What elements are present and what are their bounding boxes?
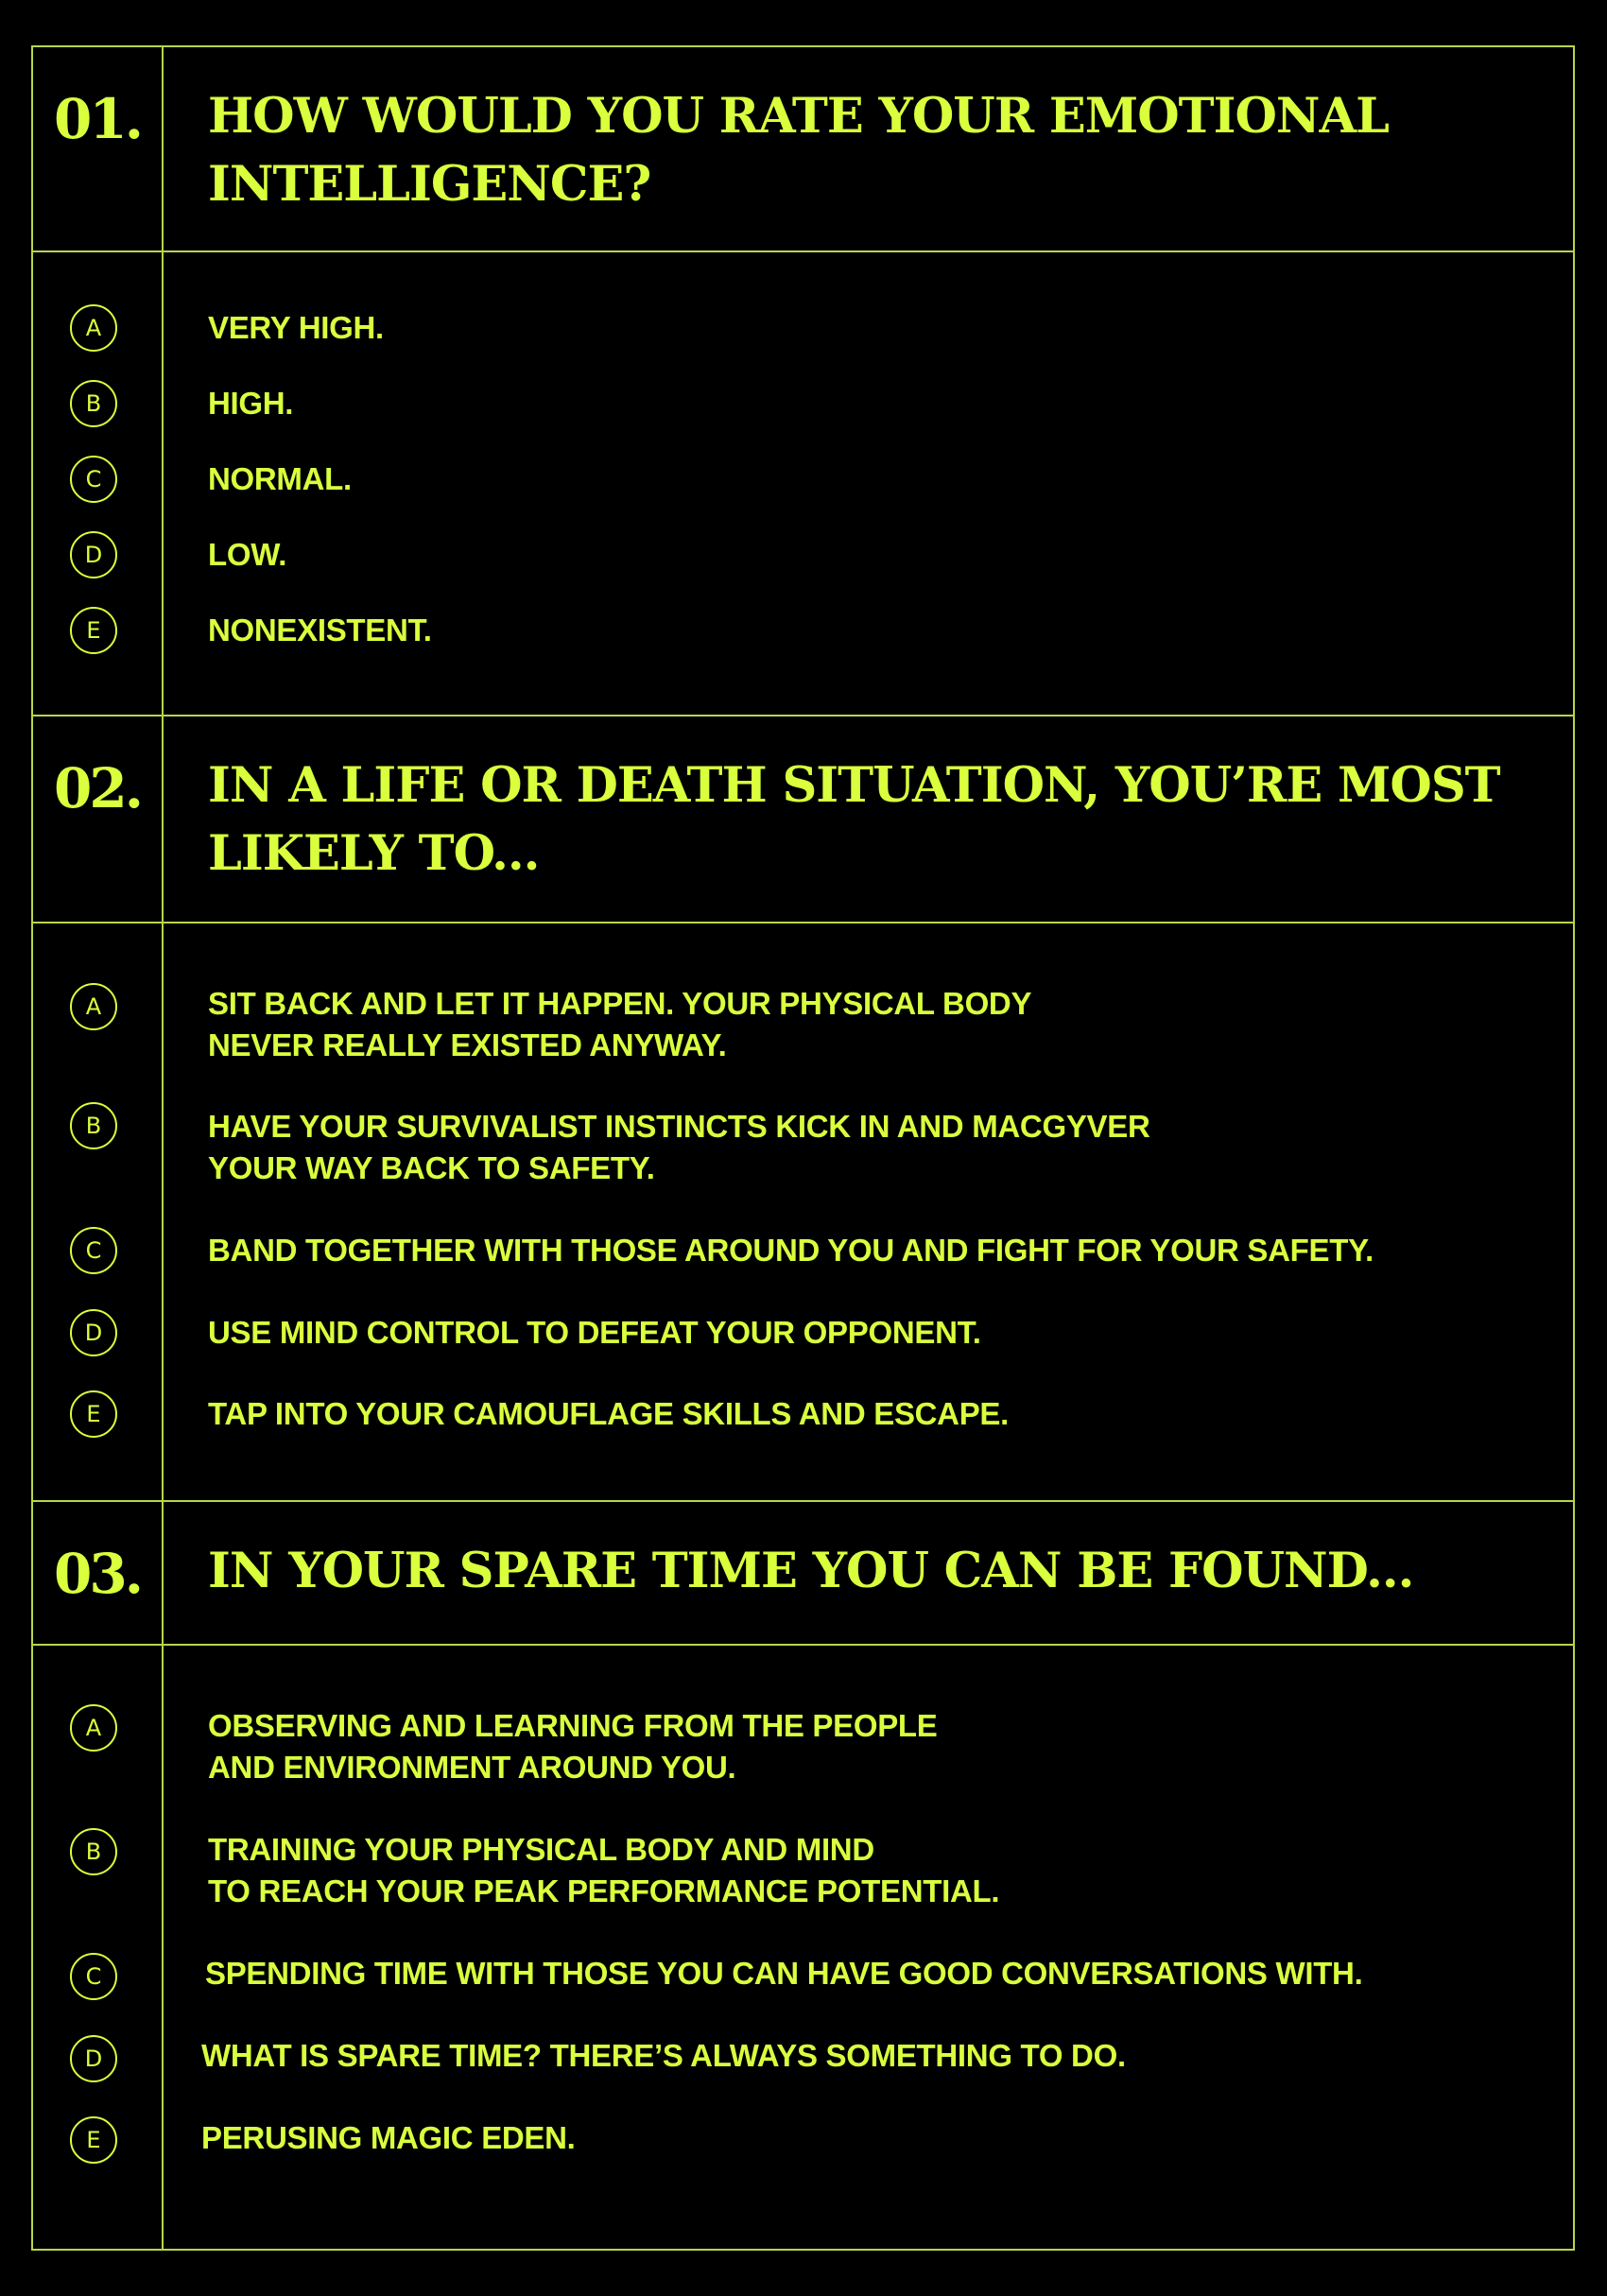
option-letter-badge: C	[70, 1953, 117, 2000]
option-text: SIT BACK AND LET IT HAPPEN. YOUR PHYSICAL BODY NEVER REALLY EXISTED ANYWAY.	[208, 986, 1032, 1062]
question-title: IN YOUR SPARE TIME YOU CAN BE FOUND...	[208, 1543, 1414, 1599]
option-text: PERUSING MAGIC EDEN.	[201, 2120, 576, 2155]
option-text: HIGH.	[208, 386, 294, 421]
option-letter-badge: B	[70, 1828, 117, 1875]
option-text: BAND TOGETHER WITH THOSE AROUND YOU AND FIGHT FOR YOUR SAFETY.	[208, 1233, 1374, 1268]
question-title: HOW WOULD YOU RATE YOUR EMOTIONAL INTELLIGENCE?	[208, 88, 1389, 213]
option-text: USE MIND CONTROL TO DEFEAT YOUR OPPONENT.	[208, 1315, 981, 1350]
option-text: HAVE YOUR SURVIVALIST INSTINCTS KICK IN AND MACGYVER YOUR WAY BACK TO SAFETY.	[208, 1109, 1150, 1185]
divider-q2-end	[31, 1500, 1575, 1502]
option-text: NONEXISTENT.	[208, 613, 432, 647]
option-text: LOW.	[208, 537, 287, 572]
option-letter-badge: E	[70, 1390, 117, 1438]
option-letter-badge: D	[70, 1309, 117, 1356]
question-number: 01.	[54, 87, 141, 151]
question-number: 02.	[54, 756, 141, 820]
option-letter-badge: B	[70, 380, 117, 427]
divider-q1-end	[31, 715, 1575, 716]
option-letter-badge: C	[70, 456, 117, 503]
option-text: WHAT IS SPARE TIME? THERE’S ALWAYS SOMETHING TO DO.	[201, 2038, 1126, 2073]
option-text: TAP INTO YOUR CAMOUFLAGE SKILLS AND ESCAPE.	[208, 1396, 1010, 1431]
option-text: SPENDING TIME WITH THOSE YOU CAN HAVE GOOD CONVERSATIONS WITH.	[205, 1956, 1363, 1991]
option-letter-badge: A	[70, 983, 117, 1030]
option-text: VERY HIGH.	[208, 310, 384, 345]
option-letter-badge: A	[70, 1704, 117, 1752]
option-letter-badge: A	[70, 304, 117, 352]
option-text: OBSERVING AND LEARNING FROM THE PEOPLE AND ENVIRONMENT AROUND YOU.	[208, 1708, 938, 1785]
option-letter-badge: E	[70, 2116, 117, 2164]
option-letter-badge: E	[70, 607, 117, 654]
divider-q2-header	[31, 922, 1575, 924]
option-letter-badge: D	[70, 531, 117, 578]
column-divider	[162, 45, 164, 2251]
option-letter-badge: C	[70, 1227, 117, 1274]
divider-q1-header	[31, 250, 1575, 252]
question-title: IN A LIFE OR DEATH SITUATION, YOU’RE MOST LIKELY TO...	[208, 757, 1500, 882]
question-number: 03.	[54, 1542, 141, 1606]
option-letter-badge: D	[70, 2035, 117, 2082]
divider-q3-header	[31, 1644, 1575, 1646]
option-text: TRAINING YOUR PHYSICAL BODY AND MIND TO REACH YOUR PEAK PERFORMANCE POTENTIAL.	[208, 1832, 1000, 1908]
option-text: NORMAL.	[208, 461, 352, 496]
option-letter-badge: B	[70, 1102, 117, 1149]
